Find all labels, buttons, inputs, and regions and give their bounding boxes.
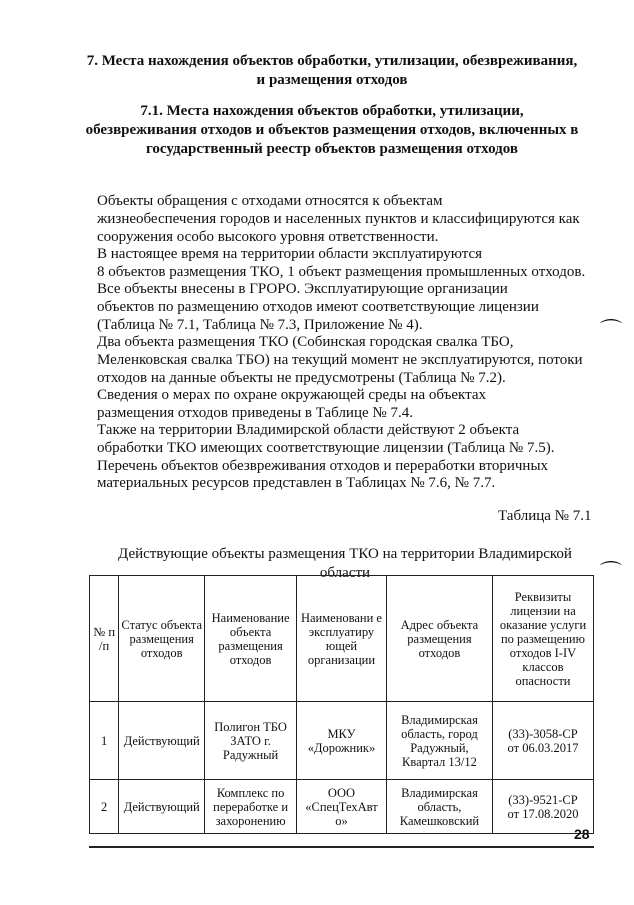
header-status: Статус объекта размещения отходов xyxy=(119,576,205,702)
body-line: материальных ресурсов представлен в Таблицах № 7.6, № 7.7. xyxy=(97,475,496,491)
table-header-row xyxy=(90,576,594,702)
header-org: Наименовани е эксплуатиру ющей организации xyxy=(297,576,387,702)
binding-hole-mark-icon: ⌒ xyxy=(600,561,623,586)
cell-num: 2 xyxy=(90,780,119,834)
subsection-title-line1: 7.1. Места нахождения объектов обработки, утилизации, xyxy=(140,103,524,119)
license-number: (33)-3058-СР xyxy=(508,726,578,741)
subsection-title-line2: обезвреживания отходов и объектов размещения отходов, включенных в xyxy=(85,122,579,138)
table-title-line2: области xyxy=(319,565,371,581)
cell-name: Полигон ТБО ЗАТО г. Радужный xyxy=(205,702,297,780)
body-line: В настоящее время на территории области эксплуатируются xyxy=(97,246,483,262)
body-line: Объекты обращения с отходами относятся к объектам xyxy=(97,193,443,209)
body-line: 8 объектов размещения ТКО, 1 объект размещения промышленных отходов. xyxy=(97,264,586,280)
cell-num: 1 xyxy=(90,702,119,780)
body-line: размещения отходов приведены в Таблице № 7.4. xyxy=(97,405,413,421)
cell-org: ООО «СпецТехАвт о» xyxy=(297,780,387,834)
table-row xyxy=(90,780,594,834)
cell-address: Владимирская область, город Радужный, Квартал 13/12 xyxy=(386,702,492,780)
cell-status: Действующий xyxy=(119,702,205,780)
body-line: Также на территории Владимирской области действуют 2 объекта xyxy=(97,422,520,438)
body-line: отходов на данные объекты не предусмотрены (Таблица № 7.2). xyxy=(97,370,506,386)
body-line: Все объекты внесены в ГРОРО. Эксплуатирующие организации xyxy=(97,281,508,297)
subsection-title xyxy=(70,102,594,159)
body-line: Сведения о мерах по охране окружающей среды на объектах xyxy=(97,387,487,403)
cell-license xyxy=(492,702,593,780)
header-license: Реквизиты лицензии на оказание услуги по размещению отходов I-IV классов опасности xyxy=(492,576,593,702)
table-row xyxy=(90,702,594,780)
page-bottom-rule xyxy=(89,846,594,848)
body-line: Перечень объектов обезвреживания отходов и переработки вторичных xyxy=(97,458,549,474)
body-line: Два объекта размещения ТКО (Собинская городская свалка ТБО, xyxy=(97,334,514,350)
section-title-line1: 7. Места нахождения объектов обработки, утилизации, обезвреживания, xyxy=(86,53,578,69)
body-line: (Таблица № 7.1, Таблица № 7.3, Приложение № 4). xyxy=(97,317,423,333)
page-number: 28 xyxy=(574,826,590,842)
header-address: Адрес объекта размещения отходов xyxy=(386,576,492,702)
section-title-line2: и размещения отходов xyxy=(256,72,408,88)
license-number: (33)-9521-СР xyxy=(508,792,578,807)
body-line: Меленковская свалка ТБО) на текущий момент не эксплуатируются, потоки xyxy=(97,352,583,368)
body-line: объектов по размещению отходов имеют соответствующие лицензии xyxy=(97,299,539,315)
table-caption: Таблица № 7.1 xyxy=(498,508,592,524)
binding-hole-mark-icon: ⌒ xyxy=(600,319,623,344)
section-title xyxy=(70,52,594,90)
objects-table xyxy=(89,575,594,834)
cell-address: Владимирская область, Камешковский xyxy=(386,780,492,834)
body-line: сооружения особо высокого уровня ответственности. xyxy=(97,229,439,245)
cell-status: Действующий xyxy=(119,780,205,834)
body-line: жизнеобеспечения городов и населенных пунктов и классифицируются как xyxy=(97,211,580,227)
license-date: от 17.08.2020 xyxy=(507,806,579,821)
body-line: обработки ТКО имеющих соответствующие лицензии (Таблица № 7.5). xyxy=(97,440,555,456)
header-name: Наименование объекта размещения отходов xyxy=(205,576,297,702)
header-num: № п /п xyxy=(90,576,119,702)
cell-org: МКУ «Дорожник» xyxy=(297,702,387,780)
cell-name: Комплекс по переработке и захоронению xyxy=(205,780,297,834)
table-title-line1: Действующие объекты размещения ТКО на территории Владимирской xyxy=(118,546,572,562)
subsection-title-line3: государственный реестр объектов размещения отходов xyxy=(145,141,518,157)
license-date: от 06.03.2017 xyxy=(507,740,579,755)
